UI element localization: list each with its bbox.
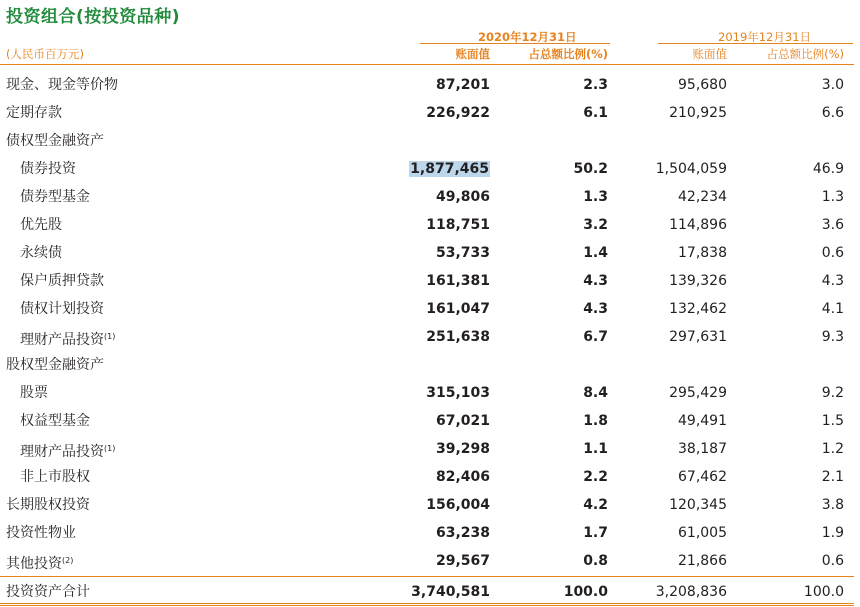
row-label (20, 323, 115, 351)
table-row (0, 99, 860, 127)
cell-pct-2020: 3.2 (583, 217, 608, 233)
total-pct-2019: 100.0 (803, 584, 844, 600)
row-label (6, 127, 104, 155)
row-label-text: 理财产品投资 (20, 444, 104, 460)
row-label-text: 债券型基金 (20, 189, 90, 205)
cell-pct-2020: 8.4 (583, 385, 608, 401)
row-label-text: 保户质押贷款 (20, 273, 104, 289)
cell-book-value-2020: 39,298 (435, 441, 490, 457)
table-row (0, 379, 860, 407)
row-label-text: 债权型金融资产 (6, 133, 104, 149)
footnote-marker: (1) (104, 332, 116, 341)
cell-pct-2020: 50.2 (573, 161, 608, 177)
header-pct-2020: 占总额比例(%) (528, 47, 608, 61)
cell-pct-2019: 4.1 (821, 301, 844, 317)
cell-book-value-2019: 49,491 (678, 413, 727, 429)
total-bottom-rule-1 (0, 603, 854, 604)
selected-text-highlight[interactable]: 1,877,465 (410, 161, 489, 177)
table-row (0, 295, 860, 323)
cell-pct-2019: 1.2 (821, 441, 844, 457)
cell-book-value-2019: 297,631 (669, 329, 727, 345)
header-rule-2020 (420, 43, 610, 44)
cell-pct-2019: 6.6 (821, 105, 844, 121)
row-label (6, 519, 76, 547)
header-period-2019: 2019年12月31日 (718, 30, 812, 44)
cell-book-value-2019: 139,326 (669, 273, 727, 289)
row-label-text: 优先股 (20, 217, 62, 233)
row-label (6, 99, 62, 127)
cell-pct-2019: 1.9 (821, 525, 844, 541)
cell-pct-2020: 4.2 (583, 497, 608, 513)
cell-pct-2020: 6.1 (583, 105, 608, 121)
row-label (20, 155, 76, 183)
row-label-text: 其他投资 (6, 556, 62, 572)
header-pct-2019: 占总额比例(%) (766, 47, 844, 61)
table-row (0, 127, 860, 155)
cell-pct-2019: 0.6 (821, 553, 844, 569)
row-label-text: 非上市股权 (20, 469, 90, 485)
cell-pct-2019: 4.3 (821, 273, 844, 289)
cell-book-value-2020: 161,047 (426, 301, 490, 317)
cell-book-value-2019: 67,462 (678, 469, 727, 485)
cell-book-value-2020: 161,381 (426, 273, 490, 289)
cell-pct-2019: 9.3 (821, 329, 844, 345)
header-bottom-rule (0, 64, 854, 65)
table-row (0, 351, 860, 379)
cell-pct-2019: 46.9 (812, 161, 844, 177)
row-label-text: 权益型基金 (20, 413, 90, 429)
total-label: 投资资产合计 (6, 584, 90, 600)
cell-pct-2019: 1.3 (821, 189, 844, 205)
total-book-2020: 3,740,581 (411, 584, 490, 600)
header-unit: (人民币百万元) (6, 47, 84, 61)
cell-pct-2020: 4.3 (583, 273, 608, 289)
cell-book-value-2020: 29,567 (435, 553, 490, 569)
cell-book-value-2020: 118,751 (426, 217, 490, 233)
cell-book-value-2020: 63,238 (435, 525, 490, 541)
cell-book-value-2020: 156,004 (426, 497, 490, 513)
row-label (20, 379, 48, 407)
cell-book-value-2019: 95,680 (678, 77, 727, 93)
row-label (20, 211, 62, 239)
row-label (6, 351, 104, 379)
cell-book-value-2020: 226,922 (426, 105, 490, 121)
table-row (0, 323, 860, 351)
row-label-text: 股票 (20, 385, 48, 401)
table-title: 投资组合(按投资品种) (6, 7, 181, 27)
total-pct-2020: 100.0 (563, 584, 608, 600)
row-label (20, 463, 90, 491)
cell-book-value-2019: 132,462 (669, 301, 727, 317)
row-label (20, 295, 104, 323)
table-row (0, 183, 860, 211)
total-bottom-rule-2 (0, 605, 854, 606)
row-label (6, 547, 73, 575)
header-book-value-2020: 账面值 (455, 47, 490, 61)
total-top-rule (0, 576, 854, 577)
cell-pct-2020: 1.3 (583, 189, 608, 205)
row-label-text: 债券投资 (20, 161, 76, 177)
cell-pct-2019: 9.2 (821, 385, 844, 401)
table-row (0, 463, 860, 491)
cell-book-value-2019: 61,005 (678, 525, 727, 541)
cell-pct-2019: 3.8 (821, 497, 844, 513)
cell-book-value-2019: 38,187 (678, 441, 727, 457)
row-label (20, 183, 90, 211)
cell-pct-2020: 1.7 (583, 525, 608, 541)
row-label-text: 股权型金融资产 (6, 357, 104, 373)
cell-book-value-2020: 49,806 (435, 189, 490, 205)
row-label-text: 理财产品投资 (20, 332, 104, 348)
cell-pct-2020: 4.3 (583, 301, 608, 317)
cell-pct-2020: 6.7 (583, 329, 608, 345)
cell-pct-2019: 3.0 (821, 77, 844, 93)
cell-book-value-2020: 251,638 (426, 329, 490, 345)
table-row (0, 239, 860, 267)
footnote-marker: (1) (104, 444, 116, 453)
total-row (0, 578, 860, 606)
cell-book-value-2019: 295,429 (669, 385, 727, 401)
total-book-2019: 3,208,836 (655, 584, 727, 600)
cell-pct-2019: 0.6 (821, 245, 844, 261)
row-label-text: 永续债 (20, 245, 62, 261)
row-label-text: 投资性物业 (6, 525, 76, 541)
row-label (20, 407, 90, 435)
table-row (0, 407, 860, 435)
cell-book-value-2019: 21,866 (678, 553, 727, 569)
cell-pct-2020: 2.3 (583, 77, 608, 93)
footnote-marker: (2) (62, 556, 74, 565)
row-label (20, 239, 62, 267)
table-row (0, 491, 860, 519)
header-period-2020: 2020年12月31日 (478, 30, 577, 44)
table-row (0, 435, 860, 463)
row-label-text: 现金、现金等价物 (6, 77, 118, 93)
table-row (0, 267, 860, 295)
cell-book-value-2019: 42,234 (678, 189, 727, 205)
cell-book-value-2020: 53,733 (435, 245, 490, 261)
table-row (0, 211, 860, 239)
row-label-text: 债权计划投资 (20, 301, 104, 317)
cell-book-value-2020: 315,103 (426, 385, 490, 401)
row-label (6, 491, 90, 519)
row-label-text: 长期股权投资 (6, 497, 90, 513)
header-book-value-2019: 账面值 (692, 47, 727, 61)
cell-pct-2019: 2.1 (821, 469, 844, 485)
cell-book-value-2020: 87,201 (435, 77, 490, 93)
table-row (0, 547, 860, 575)
cell-pct-2020: 1.1 (583, 441, 608, 457)
row-label-text: 定期存款 (6, 105, 62, 121)
cell-book-value-2020: 67,021 (435, 413, 490, 429)
table-row (0, 71, 860, 99)
cell-pct-2019: 3.6 (821, 217, 844, 233)
cell-pct-2020: 1.8 (583, 413, 608, 429)
cell-book-value-2019: 120,345 (669, 497, 727, 513)
cell-pct-2019: 1.5 (821, 413, 844, 429)
row-label (20, 435, 115, 463)
cell-book-value-2020: 82,406 (435, 469, 490, 485)
table-row (0, 519, 860, 547)
cell-pct-2020: 0.8 (583, 553, 608, 569)
cell-pct-2020: 2.2 (583, 469, 608, 485)
cell-book-value-2020 (409, 155, 490, 183)
row-label (6, 71, 118, 99)
table-row (0, 155, 860, 183)
cell-book-value-2019: 114,896 (669, 217, 727, 233)
cell-pct-2020: 1.4 (583, 245, 608, 261)
header-rule-2019 (658, 43, 853, 44)
cell-book-value-2019: 1,504,059 (655, 161, 727, 177)
row-label (20, 267, 104, 295)
cell-book-value-2019: 17,838 (678, 245, 727, 261)
cell-book-value-2019: 210,925 (669, 105, 727, 121)
